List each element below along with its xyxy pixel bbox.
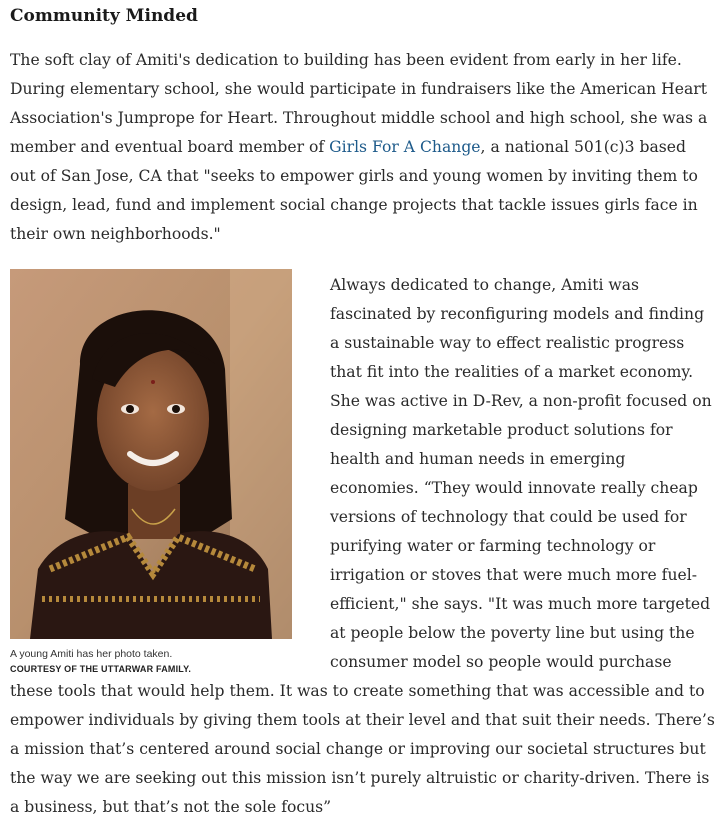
intro-text-start: The soft clay of Amiti's dedication to building has been evident from early in her life. During elementary school, she would participate in fundraisers like the American Heart Association's Jumprope for Heart. Throughout middle school and high school, she was a member and eventual board member of <box>10 51 708 156</box>
caption-text: A young Amiti has her photo taken. <box>10 648 173 660</box>
article-body <box>10 271 716 822</box>
photo-credit: COURTESY OF THE UTTARWAR FAMILY. <box>10 664 192 674</box>
girls-for-a-change-link[interactable]: Girls For A Change <box>329 138 481 156</box>
photo-caption <box>10 647 300 676</box>
portrait-photo <box>10 269 292 639</box>
photo-figure <box>10 271 300 676</box>
body-paragraph: Always dedicated to change, Amiti was fascinated by reconfiguring models and finding a sustainable way to effect realistic progress that fit into the realities of a market economy. She was active in D-Rev, a non-profit focused on designing marketable product solutions for health and human needs in emerging economies. “They would innovate really cheap versions of technology that could be used for purifying water or farming technology or irrigation or stoves that were much more fuel-efficient," she says. "It was much more targeted at people below the poverty line but using the consumer model so people would purchase these tools that would help them. It was to create something that was accessible and to empower individuals by giving them tools at their level and that suit their needs. There’s a mission that’s centered around social change or improving our societal structures but the way we are seeking out this mission isn’t purely altruistic or charity-driven. There is a business, but that’s not the sole focus” <box>10 276 715 816</box>
intro-text-end: , a national 501(c)3 based out of San Jose, CA that "seeks to empower girls and young women by inviting them to design, lead, fund and implement social change projects that tackle issues girls face in their own neighborhoods." <box>10 138 698 243</box>
section-heading: Community Minded <box>10 6 198 26</box>
intro-paragraph <box>10 46 716 249</box>
